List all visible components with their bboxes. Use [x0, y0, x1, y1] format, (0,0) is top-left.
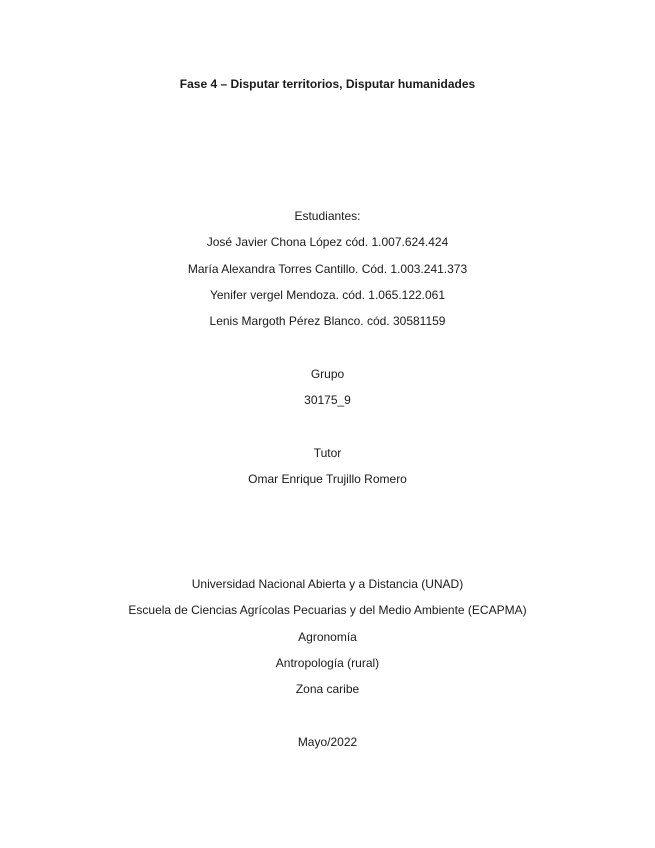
student-name: Yenifer vergel Mendoza. cód. 1.065.122.061 — [209, 288, 446, 302]
institution-line: Zona caribe — [295, 682, 360, 696]
group-value: 30175_9 — [304, 393, 351, 407]
student-name: Lenis Margoth Pérez Blanco. cód. 30581159 — [209, 314, 446, 328]
institution-line: Antropología (rural) — [275, 656, 380, 670]
student-name: María Alexandra Torres Cantillo. Cód. 1.003.241.373 — [187, 262, 468, 276]
document-title: Fase 4 – Disputar territorios, Disputar humanidades — [179, 77, 476, 91]
group-label: Grupo — [310, 367, 345, 381]
institution-line: Escuela de Ciencias Agrícolas Pecuarias y del Medio Ambiente (ECAPMA) — [128, 603, 527, 617]
tutor-name: Omar Enrique Trujillo Romero — [248, 472, 407, 486]
student-name: José Javier Chona López cód. 1.007.624.424 — [206, 235, 449, 249]
document-date: Mayo/2022 — [297, 735, 358, 749]
institution-line: Universidad Nacional Abierta y a Distancia (UNAD) — [191, 577, 464, 591]
tutor-label: Tutor — [313, 446, 342, 460]
students-label: Estudiantes: — [294, 209, 361, 223]
institution-line: Agronomía — [298, 630, 357, 644]
